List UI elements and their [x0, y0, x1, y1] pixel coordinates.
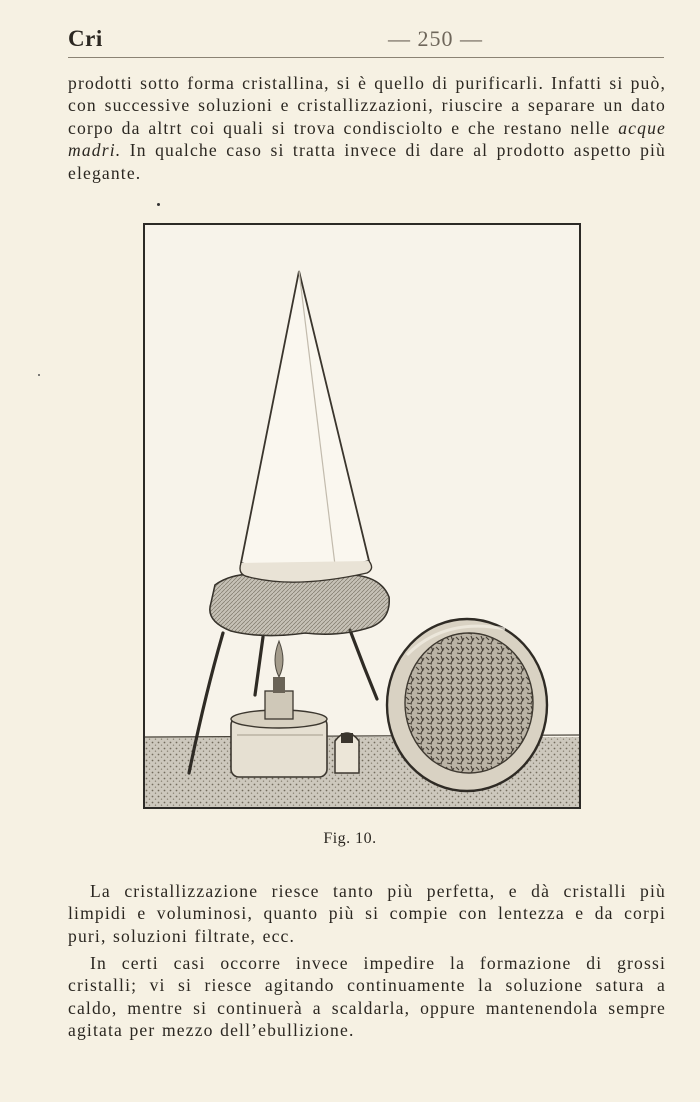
lamp-cap [335, 733, 359, 773]
crystal-dish [387, 619, 547, 791]
paragraph-1-text: prodotti sotto forma cristallina, si è quello di purificarli. Infatti si può, con successive soluzioni e cristallizzazioni, riuscire a separare un dato corpo da altrt coi quali si trova condisciolto e che restano nelle [68, 73, 666, 138]
figure-caption: Fig. 10. [323, 830, 377, 847]
header-rule [68, 57, 664, 58]
speck-mark [38, 374, 40, 376]
paragraph-2: La cristallizzazione riesce tanto più perfetta, e dà cristalli più limpidi e voluminosi, quanto più si compie con lentezza e da corpi puri, soluzioni filtrate, ecc. [68, 881, 666, 946]
running-header [68, 24, 664, 58]
paragraph-3: In certi casi occorre invece impedire la formazione di grossi cristalli; vi si riesce agitando continuamente la soluzione satura a caldo, mentre si continuerà a scaldarla, oppure mantenendola sempre agitata per mezzo dell’ebullizione. [68, 953, 666, 1041]
speck-mark [157, 203, 160, 206]
figure-illustration [143, 223, 581, 809]
engraving-illustration [145, 225, 579, 807]
header-word: Cri [68, 26, 103, 51]
italic-term: acque madri. [68, 117, 666, 161]
page-number: — 250 — [388, 26, 483, 51]
paragraph-1-text-end: In qualche caso si tratta invece di dare al prodotto aspetto più elegante. [68, 140, 666, 183]
paragraph-1 [68, 72, 666, 184]
